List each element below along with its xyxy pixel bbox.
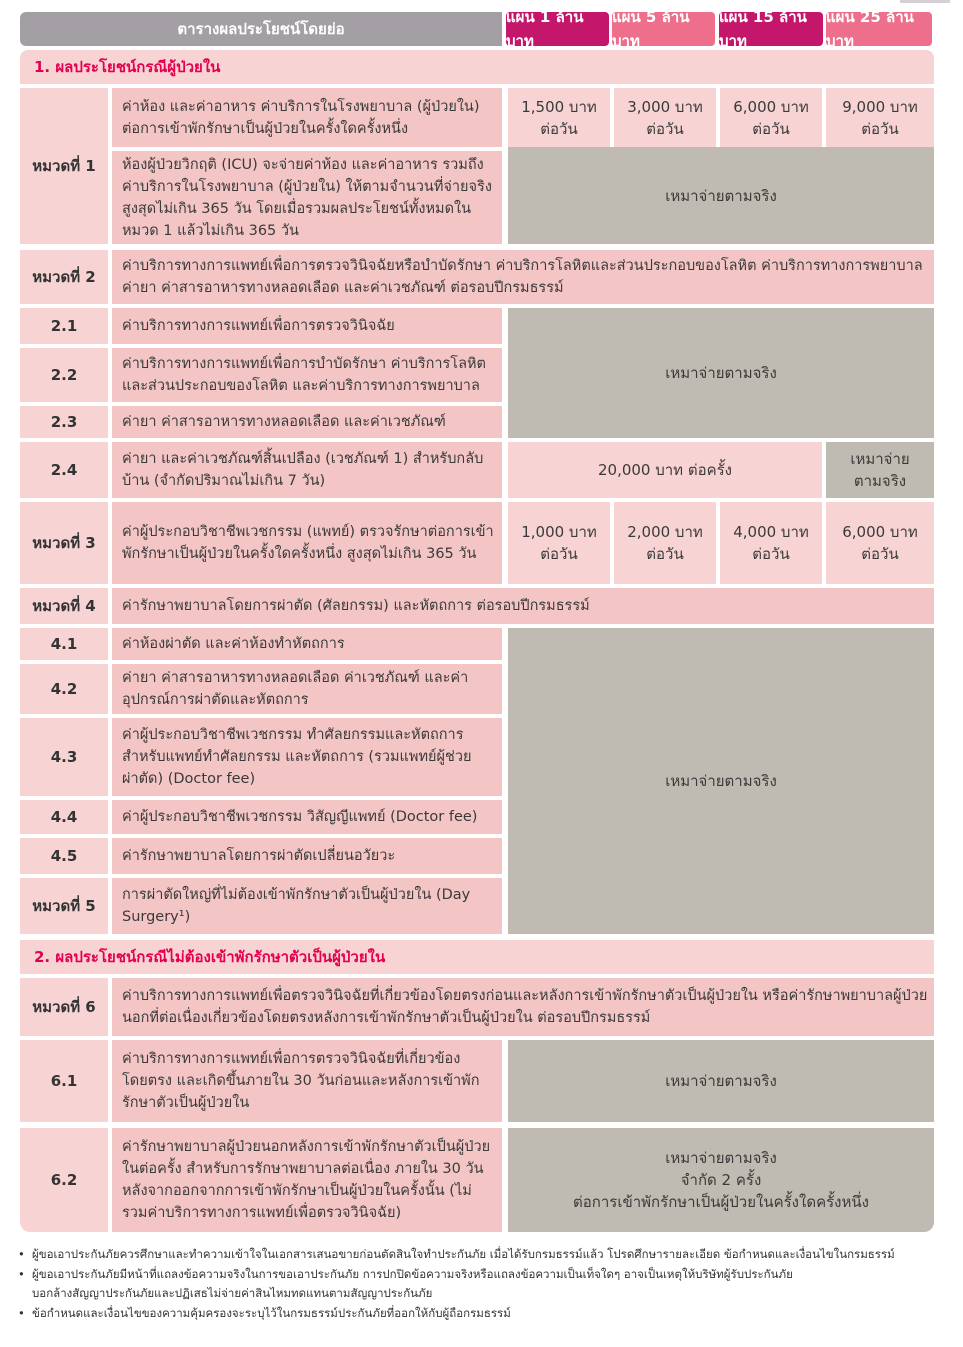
category-1-icu-value: เหมาจ่ายตามจริง [508, 147, 934, 244]
footnote-1 [18, 1246, 952, 1263]
footnote-2 [18, 1266, 952, 1283]
category-5-label: หมวดที่ 5 [20, 878, 108, 934]
category-3-plan-4-value: 6,000 บาท ต่อวัน [826, 502, 934, 584]
category-3-plan-2-value: 2,000 บาท ต่อวัน [614, 502, 716, 584]
item-6-2-number: 6.2 [20, 1128, 108, 1232]
item-6-1-text: ค่าบริการทางการแพทย์เพื่อการตรวจวินิจฉัยที่เกี่ยวข้องโดยตรง และเกิดขึ้นภายใน 30 วันก่อนและหลังการเข้าพักรักษาตัวเป็นผู้ป่วยใน [112, 1040, 502, 1122]
bullet-icon: • [18, 1247, 25, 1261]
item-2-3-number: 2.3 [20, 406, 108, 438]
item-2-4-value: 20,000 บาท ต่อครั้ง [508, 442, 822, 498]
category-1-plan-4-value: 9,000 บาท ต่อวัน [826, 88, 934, 147]
category-4-5-value: เหมาจ่ายตามจริง [508, 628, 934, 934]
items-2-1-to-2-3-value: เหมาจ่ายตามจริง [508, 308, 934, 438]
category-1-icu-text: ห้องผู้ป่วยวิกฤติ (ICU) จะจ่ายค่าห้อง และค่าอาหาร รวมถึงค่าบริการในโรงพยาบาล (ผู้ป่วยใน) ให้ตามจำนวนที่จ่ายจริง สูงสุดไม่เกิน 365 วัน โดยเมื่อรวมผลประโยชน์ทั้งหมดในหมวด 1 แล้วไม่เกิน 365 วัน [112, 151, 502, 244]
item-2-3-text: ค่ายา ค่าสารอาหารทางหลอดเลือด และค่าเวชภัณฑ์ [112, 406, 502, 438]
item-4-3-text: ค่าผู้ประกอบวิชาชีพเวชกรรม ทำศัลยกรรมและหัตถการ สำหรับแพทย์ทำศัลยกรรม และหัตถการ (รวมแพทย์ผู้ช่วยผ่าตัด) (Doctor fee) [112, 718, 502, 796]
item-2-1-text: ค่าบริการทางการแพทย์เพื่อการตรวจวินิจฉัย [112, 308, 502, 344]
item-4-2-number: 4.2 [20, 664, 108, 714]
category-6-text: ค่าบริการทางการแพทย์เพื่อตรวจวินิจฉัยที่เกี่ยวข้องโดยตรงก่อนและหลังการเข้าพักรักษาตัวเป็นผู้ป่วยใน หรือค่ารักษาพยาบาลผู้ป่วยนอกที่ต่อเนื่องเกี่ยวข้องโดยตรงหลังการเข้าพักรักษาตัวเป็นผู้ป่วยใน ต่อรอบปีกรมธรรม์ [112, 978, 934, 1036]
section-2-title: 2. ผลประโยชน์กรณีไม่ต้องเข้าพักรักษาตัวเป็นผู้ป่วยใน [20, 940, 934, 974]
plan-header-3: แผน 15 ล้านบาท [719, 12, 823, 46]
category-4-text: ค่ารักษาพยาบาลโดยการผ่าตัด (ศัลยกรรม) และหัตถการ ต่อรอบปีกรมธรรม์ [112, 588, 934, 624]
item-4-3-number: 4.3 [20, 718, 108, 796]
item-6-2-value-line-1: เหมาจ่ายตามจริง [665, 1149, 777, 1167]
item-6-1-value: เหมาจ่ายตามจริง [508, 1040, 934, 1122]
item-6-2-text: ค่ารักษาพยาบาลผู้ป่วยนอกหลังการเข้าพักรักษาตัวเป็นผู้ป่วยในต่อครั้ง สำหรับการรักษาพยาบาลต่อเนื่อง ภายใน 30 วันหลังจากออกจากการเข้าพักรักษาเป็นผู้ป่วยในครั้งนั้น (ไม่รวมค่าบริการทางการแพทย์เพื่อตรวจวินิจฉัย) [112, 1128, 502, 1232]
category-3-text: ค่าผู้ประกอบวิชาชีพเวชกรรม (แพทย์) ตรวจรักษาต่อการเข้าพักรักษาเป็นผู้ป่วยในครั้งใดครั้งหนึ่ง สูงสุดไม่เกิน 365 วัน [112, 502, 502, 584]
item-4-5-text: ค่ารักษาพยาบาลโดยการผ่าตัดเปลี่ยนอวัยวะ [112, 838, 502, 874]
plan-header-2: แผน 5 ล้านบาท [612, 12, 715, 46]
category-3-plan-3-value: 4,000 บาท ต่อวัน [720, 502, 822, 584]
category-3-plan-1-value: 1,000 บาท ต่อวัน [508, 502, 610, 584]
item-6-2-value-line-3: ต่อการเข้าพักรักษาเป็นผู้ป่วยในครั้งใดครั้งหนึ่ง [573, 1193, 869, 1211]
section-1-title: 1. ผลประโยชน์กรณีผู้ป่วยใน [20, 50, 934, 84]
category-1-label: หมวดที่ 1 [20, 88, 108, 244]
plan-header-4: แผน 25 ล้านบาท [826, 12, 932, 46]
category-1-plan-2-value: 3,000 บาท ต่อวัน [614, 88, 716, 147]
item-2-4-plan-4-value: เหมาจ่าย ตามจริง [826, 442, 934, 498]
category-1-plan-1-value: 1,500 บาท ต่อวัน [508, 88, 610, 147]
bullet-icon: • [18, 1267, 25, 1281]
footnote-2-continued-text: บอกล้างสัญญาประกันภัยและปฏิเสธไม่จ่ายค่าสินไหมทดแทนตามสัญญาประกันภัย [32, 1286, 433, 1300]
category-4-label: หมวดที่ 4 [20, 588, 108, 624]
item-6-1-number: 6.1 [20, 1040, 108, 1122]
item-6-2-value-line-2: จำกัด 2 ครั้ง [680, 1171, 762, 1189]
footnote-1-text: ผู้ขอเอาประกันภัยควรศึกษาและทำความเข้าใจในเอกสารเสนอขายก่อนตัดสินใจทำประกันภัย เมื่อได้รับกรมธรรม์แล้ว โปรดศึกษารายละเอียด ข้อกำหนดและเงื่อนไขในกรมธรรม์ [32, 1247, 895, 1261]
footnote-3 [18, 1305, 952, 1322]
item-4-1-number: 4.1 [20, 628, 108, 660]
category-1-plan-3-value: 6,000 บาท ต่อวัน [720, 88, 822, 147]
item-4-5-number: 4.5 [20, 838, 108, 874]
plan-header-1: แผน 1 ล้านบาท [506, 12, 609, 46]
item-2-1-number: 2.1 [20, 308, 108, 344]
top-edge-bar [900, 0, 950, 3]
category-3-label: หมวดที่ 3 [20, 502, 108, 584]
category-2-label: หมวดที่ 2 [20, 250, 108, 304]
item-6-2-value [508, 1128, 934, 1232]
footnote-2-text: ผู้ขอเอาประกันภัยมีหน้าที่แถลงข้อความจริงในการขอเอาประกันภัย การปกปิดข้อความจริงหรือแถลงข้อความเป็นเท็จใดๆ อาจเป็นเหตุให้บริษัทผู้รับประกันภัย [32, 1267, 793, 1281]
item-4-4-number: 4.4 [20, 800, 108, 834]
item-2-4-text: ค่ายา และค่าเวชภัณฑ์สิ้นเปลือง (เวชภัณฑ์ 1) สำหรับกลับบ้าน (จำกัดปริมาณไม่เกิน 7 วัน) [112, 442, 502, 498]
category-1-room-text: ค่าห้อง และค่าอาหาร ค่าบริการในโรงพยาบาล (ผู้ป่วยใน) ต่อการเข้าพักรักษาเป็นผู้ป่วยในครั้งใดครั้งหนึ่ง [112, 88, 502, 147]
item-2-2-number: 2.2 [20, 348, 108, 402]
category-5-text: การผ่าตัดใหญ่ที่ไม่ต้องเข้าพักรักษาตัวเป็นผู้ป่วยใน (Day Surgery¹) [112, 878, 502, 934]
item-4-4-text: ค่าผู้ประกอบวิชาชีพเวชกรรม วิสัญญีแพทย์ (Doctor fee) [112, 800, 502, 834]
footnote-3-text: ข้อกำหนดและเงื่อนไขของความคุ้มครองจะระบุไว้ในกรมธรรม์ประกันภัยที่ออกให้กับผู้ถือกรมธรรม์ [32, 1306, 511, 1320]
item-2-2-text: ค่าบริการทางการแพทย์เพื่อการบำบัดรักษา ค่าบริการโลหิตและส่วนประกอบของโลหิต และค่าบริการทางการพยาบาล [112, 348, 502, 402]
footnote-2-continued [32, 1285, 952, 1302]
item-4-1-text: ค่าห้องผ่าตัด และค่าห้องทำหัตถการ [112, 628, 502, 660]
table-title: ตารางผลประโยชน์โดยย่อ [20, 12, 502, 46]
item-4-2-text: ค่ายา ค่าสารอาหารทางหลอดเลือด ค่าเวชภัณฑ์ และค่าอุปกรณ์การผ่าตัดและหัตถการ [112, 664, 502, 714]
item-2-4-number: 2.4 [20, 442, 108, 498]
bullet-icon: • [18, 1306, 25, 1320]
category-6-label: หมวดที่ 6 [20, 978, 108, 1036]
category-2-text: ค่าบริการทางการแพทย์เพื่อการตรวจวินิจฉัยหรือบำบัดรักษา ค่าบริการโลหิตและส่วนประกอบของโลหิต ค่าบริการทางการพยาบาล ค่ายา ค่าสารอาหารทางหลอดเลือด และค่าเวชภัณฑ์ ต่อรอบปีกรมธรรม์ [112, 250, 934, 304]
